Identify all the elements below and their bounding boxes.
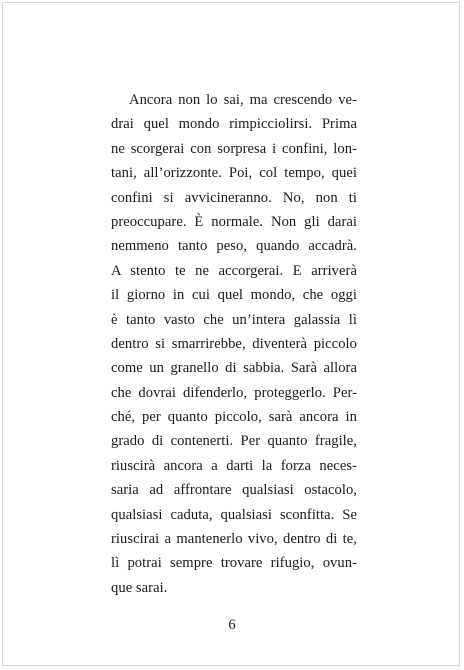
text-line: ché, per quanto piccolo, sarà ancora in <box>111 409 357 426</box>
text-line: dentro si smarrirebbe, diventerà piccolo <box>111 335 357 352</box>
text-line: nemmeno tanto peso, quando accadrà. <box>111 238 357 255</box>
text-line: tani, all’orizzonte. Poi, col tempo, quei <box>111 165 357 182</box>
page-number: 6 <box>228 617 236 633</box>
text-line: confini si avvicineranno. No, non ti <box>111 189 357 206</box>
body-paragraph <box>111 88 357 600</box>
text-line: saria ad affrontare qualsiasi ostacolo, <box>111 482 357 499</box>
text-line: riuscirai a mantenerlo vivo, dentro di te, <box>111 531 357 548</box>
text-line: come un granello di sabbia. Sarà allora <box>111 360 357 377</box>
text-line: preoccupare. È normale. Non gli darai <box>111 213 357 230</box>
text-line: qualsiasi caduta, qualsiasi sconfitta. Se <box>111 506 357 523</box>
text-line: che dovrai difenderlo, proteggerlo. Per- <box>111 384 357 401</box>
text-line: ne scorgerai con sorpresa i confini, lon- <box>111 140 357 157</box>
text-line: lì potrai sempre trovare rifugio, ovun- <box>111 555 357 572</box>
text-line: è tanto vasto che un’intera galassia lì <box>111 311 357 328</box>
text-line: riuscirà ancora a darti la forza neces- <box>111 457 357 474</box>
text-line: drai quel mondo rimpicciolirsi. Prima <box>111 116 357 133</box>
text-line: grado di contenerti. Per quanto fragile, <box>111 433 357 450</box>
text-line: Ancora non lo sai, ma crescendo ve- <box>129 92 357 108</box>
text-line: il giorno in cui quel mondo, che oggi <box>111 287 357 304</box>
text-line: A stento te ne accorgerai. E arriverà <box>111 262 357 279</box>
text-line: que sarai. <box>111 579 168 596</box>
